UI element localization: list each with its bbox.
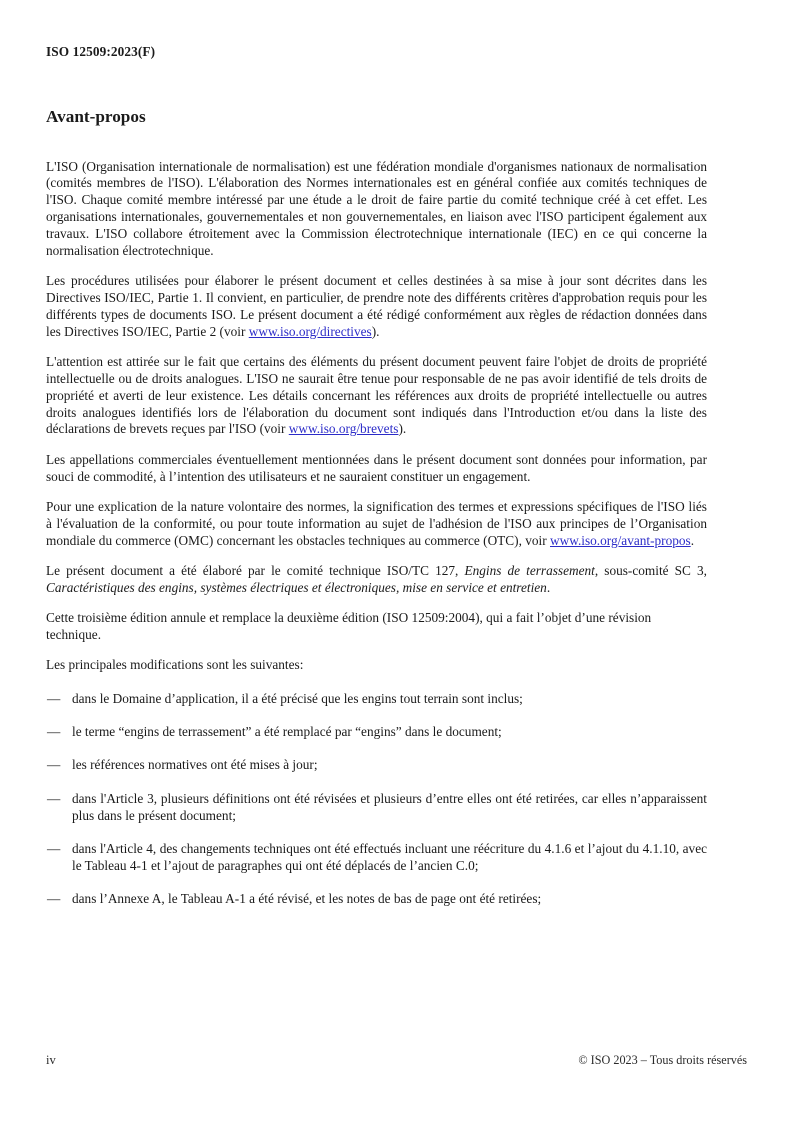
paragraph-text-before-link: L'attention est attirée sur le fait que certains des éléments du présent document peuvent faire l'objet de droits de propriété intellectuelle ou de droits analogues. L'ISO ne saurait être tenue pour responsable de ne pas avoir identifié de tels droits de propriété et averti de leur existence. Les détails concernant les références aux droits de propriété intellectuelle ou autres droits analogues identifiés lors de l'élaboration du document sont indiqués dans l'Introduction et/ou dans la liste des déclarations de brevets reçues par l'ISO (voir <box>46 354 707 437</box>
link-iso-directives[interactable]: www.iso.org/directives <box>248 323 372 339</box>
list-item-label: dans l'Article 3, plusieurs définitions ont été révisées et plusieurs d’entre elles ont été retirées, car elles n’apparaissent plus dans le présent document; <box>72 790 707 823</box>
paragraph-foreword-1 <box>46 159 707 260</box>
paragraph-text-after-link: ). <box>398 421 407 437</box>
attribution-text-3: . <box>546 579 551 595</box>
list-item <box>46 891 707 908</box>
page-footer <box>46 1053 747 1068</box>
paragraph-edition-notice <box>46 610 707 644</box>
list-item-label: les références normatives ont été mises à jour; <box>72 757 318 773</box>
list-item <box>46 691 707 708</box>
committee-title-tc127: Engins de terrassement <box>464 562 595 578</box>
footer-copyright-notice: © ISO 2023 – Tous droits réservés <box>578 1053 747 1067</box>
em-dash-bullet-icon: — <box>47 891 61 907</box>
paragraph-text-before-link: Les procédures utilisées pour élaborer le présent document et celles destinées à sa mise à jour sont décrites dans les Directives ISO/IEC, Partie 1. Il convient, en particulier, de prendre note des différents critères d'approbation requis pour les différents types de documents ISO. Le présent document a été rédigé conformément aux règles de rédaction données dans les Directives ISO/IEC, Partie 2 (voir <box>46 273 707 339</box>
attribution-text-1: Le présent document a été élaboré par le comité technique ISO/TC 127, <box>46 562 465 578</box>
paragraph-foreword-2 <box>46 273 707 340</box>
em-dash-bullet-icon: — <box>47 757 61 773</box>
paragraph-committee-attribution <box>46 563 707 597</box>
paragraph-text: Les principales modifications sont les suivantes: <box>46 657 304 673</box>
list-item-label: le terme “engins de terrassement” a été remplacé par “engins” dans le document; <box>72 724 502 740</box>
modifications-list-intro <box>46 657 707 674</box>
document-running-header: ISO 12509:2023(F) <box>46 44 156 59</box>
paragraph-text-after-link: ). <box>371 323 380 339</box>
link-iso-avant-propos[interactable]: www.iso.org/avant-propos <box>550 532 691 548</box>
subcommittee-title-sc3: Caractéristiques des engins, systèmes électriques et électroniques, mise en service et entretien <box>46 579 547 595</box>
paragraph-foreword-4 <box>46 452 707 486</box>
list-item-label: dans l’Annexe A, le Tableau A-1 a été révisé, et les notes de bas de page ont été retirées; <box>72 891 542 907</box>
page-title: Avant-propos <box>46 106 146 126</box>
paragraph-foreword-5 <box>46 499 707 550</box>
paragraph-text-after-link: . <box>690 532 695 548</box>
em-dash-bullet-icon: — <box>47 840 61 856</box>
list-item <box>46 841 707 875</box>
list-item-label: dans l'Article 4, des changements techniques ont été effectués incluant une réécriture du 4.1.6 et l’ajout du 4.1.10, avec le Tableau 4-1 et l’ajout de paragraphes qui ont été déplacés de l’ancien C.0; <box>72 840 707 873</box>
paragraph-foreword-3 <box>46 354 707 438</box>
list-item-label: dans le Domaine d’application, il a été précisé que les engins tout terrain sont inclus; <box>72 690 523 706</box>
link-iso-brevets[interactable]: www.iso.org/brevets <box>288 421 399 437</box>
list-item <box>46 791 707 825</box>
paragraph-text-before-link: Pour une explication de la nature volontaire des normes, la signification des termes et expressions spécifiques de l'ISO liés à l'évaluation de la conformité, ou pour toute information au sujet de l'adhésion de l'ISO aux principes de l’Organisation mondiale du commerce (OMC) concernant les obstacles techniques au commerce (OTC), voir <box>46 498 707 548</box>
footer-page-number: iv <box>46 1053 56 1067</box>
em-dash-bullet-icon: — <box>47 690 61 706</box>
paragraph-text: L'ISO (Organisation internationale de normalisation) est une fédération mondiale d'organismes nationaux de normalisation (comités membres de l'ISO). L'élaboration des Normes internationales est en général confiée aux comités techniques de l'ISO. Chaque comité membre intéressé par une étude a le droit de faire partie du comité technique créé à cet effet. Les organisations internationales, gouvernementales et non gouvernementales, en liaison avec l'ISO participent également aux travaux. L'ISO collabore étroitement avec la Commission électrotechnique internationale (IEC) en ce qui concerne la normalisation électrotechnique. <box>46 158 707 258</box>
em-dash-bullet-icon: — <box>47 724 61 740</box>
paragraph-text: Cette troisième édition annule et remplace la deuxième édition (ISO 12509:2004), qui a fait l’objet d’une révision technique. <box>46 610 652 642</box>
page-content <box>46 0 707 908</box>
list-item <box>46 724 707 741</box>
paragraph-text: Les appellations commerciales éventuellement mentionnées dans le présent document sont données pour information, par souci de commodité, à l’intention des utilisateurs et ne sauraient constituer un engagement. <box>46 451 707 484</box>
modifications-list <box>46 691 707 908</box>
list-item <box>46 757 707 774</box>
attribution-text-2: , sous-comité SC 3, <box>594 562 707 578</box>
em-dash-bullet-icon: — <box>47 790 61 806</box>
